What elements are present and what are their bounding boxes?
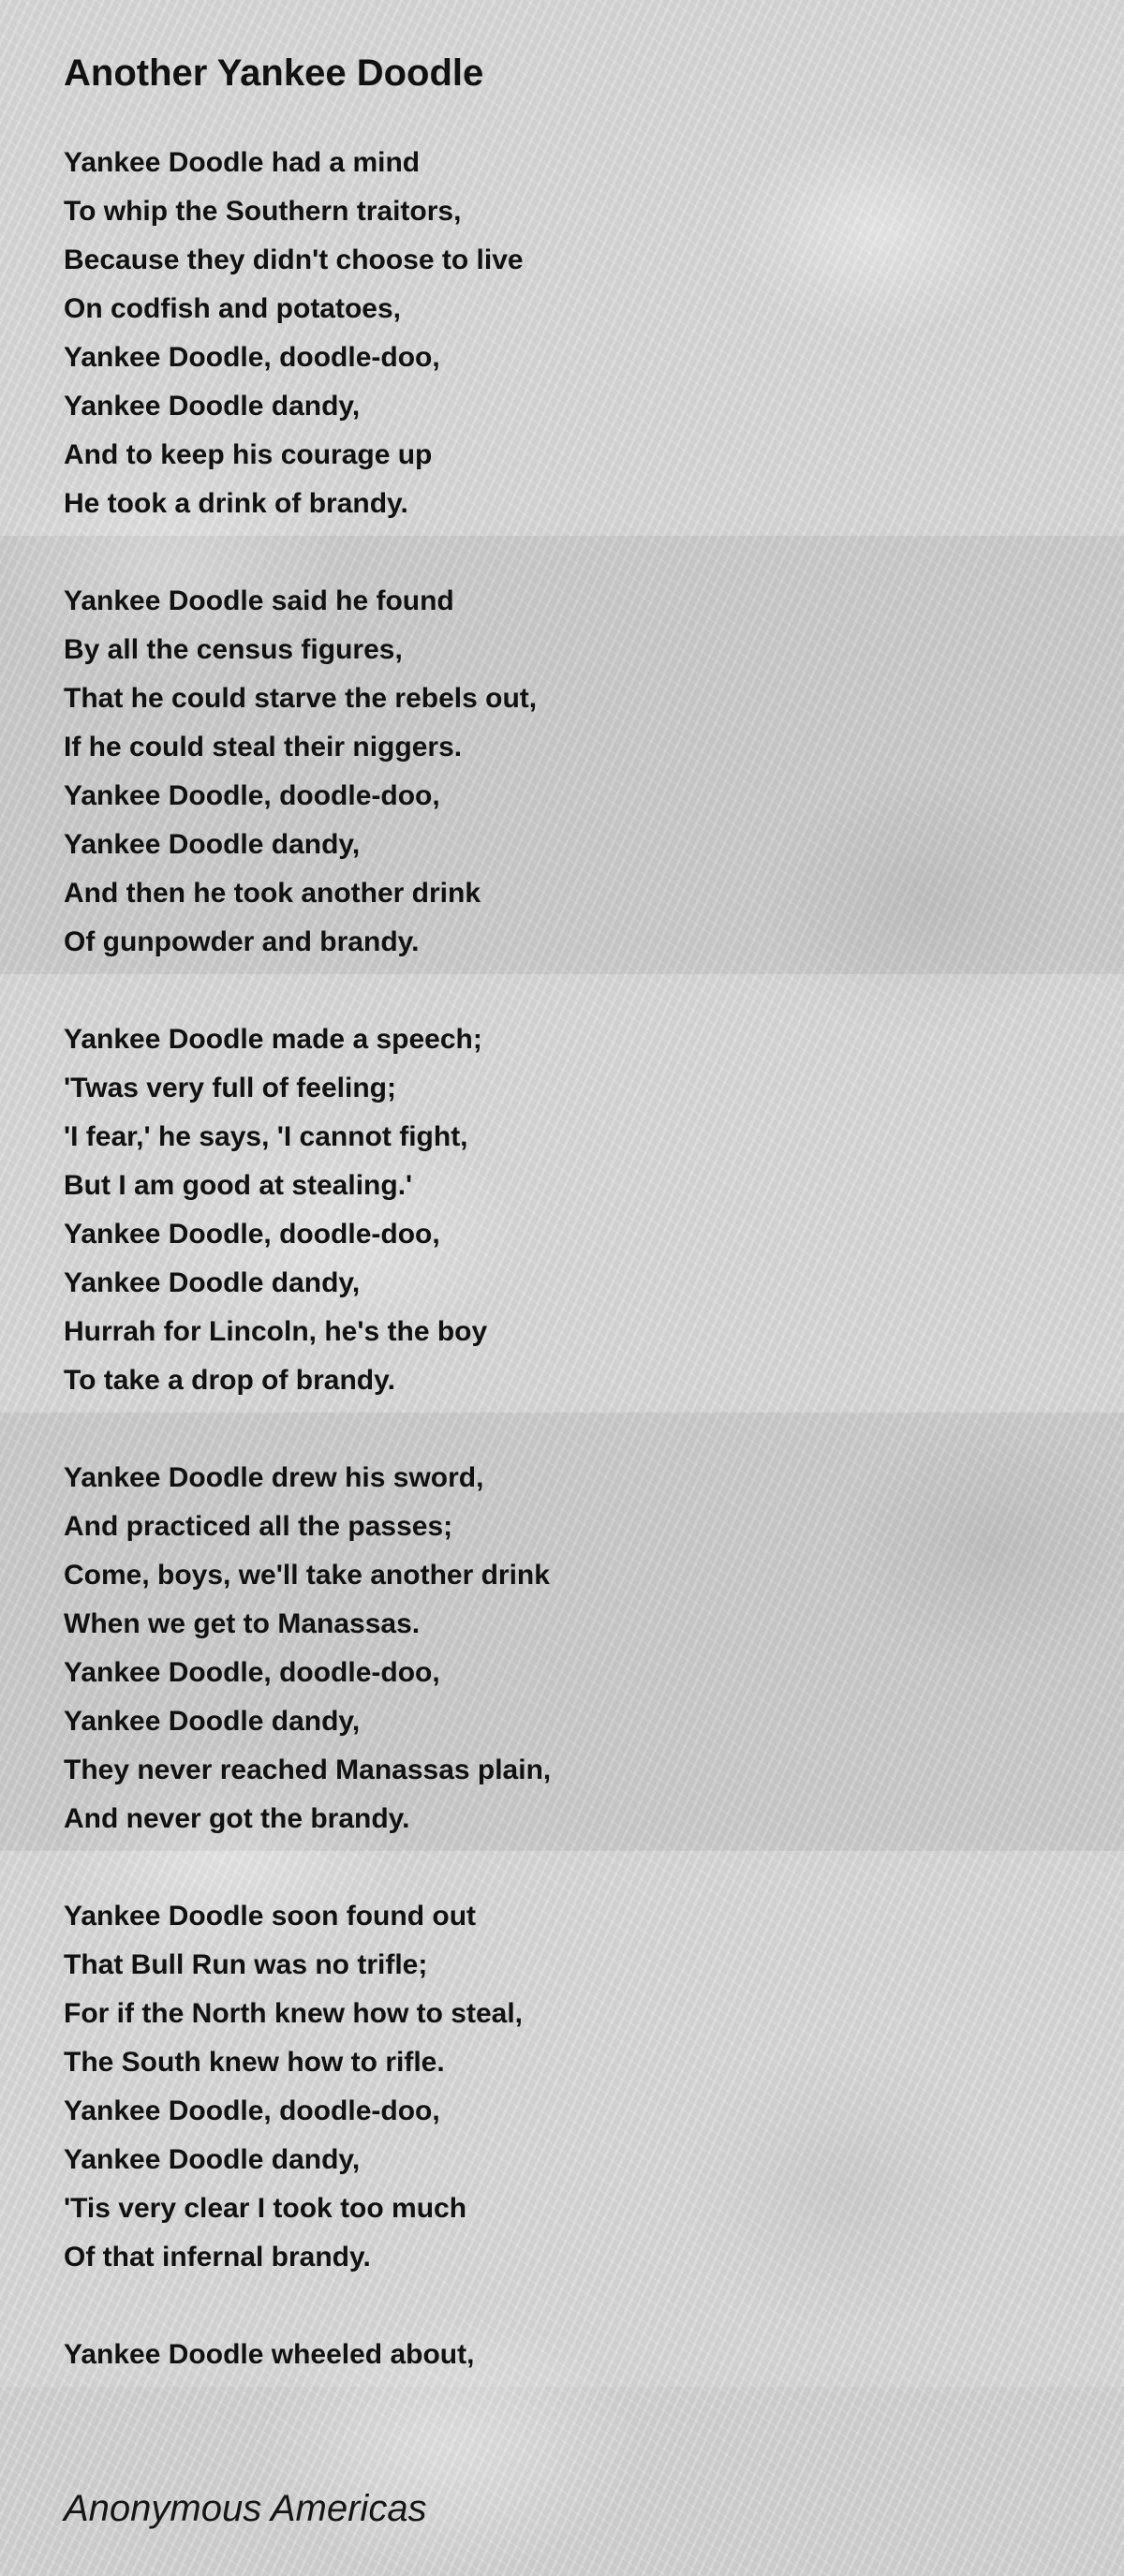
poem-line: Yankee Doodle drew his sword, (64, 1462, 484, 1493)
poem-line: Yankee Doodle dandy, (64, 2144, 361, 2175)
poem-line: Of gunpowder and brandy. (64, 926, 420, 957)
poem-line: Yankee Doodle, doodle-doo, (64, 1657, 440, 1688)
poem-line: And then he took another drink (64, 878, 481, 909)
stanza (0, 1892, 1124, 2282)
poem-line: Yankee Doodle made a speech; (64, 1024, 482, 1055)
poem-line: But I am good at stealing.' (64, 1170, 413, 1201)
stanza (0, 1015, 1124, 1405)
poem-line: The South knew how to rifle. (64, 2047, 445, 2078)
poem-line: 'Tis very clear I took too much (64, 2193, 467, 2224)
poem-line: Yankee Doodle, doodle-doo, (64, 2095, 440, 2126)
poem-line: 'I fear,' he says, 'I cannot fight, (64, 1121, 468, 1152)
poem-line: And to keep his courage up (64, 439, 433, 470)
poem-line: Yankee Doodle said he found (64, 585, 454, 616)
poem-line: Yankee Doodle dandy, (64, 1267, 361, 1298)
poem-author: Anonymous Americas (64, 2488, 427, 2529)
poem-line: When we get to Manassas. (64, 1608, 421, 1639)
poem-line: Yankee Doodle dandy, (64, 391, 361, 422)
stanza (0, 139, 1124, 528)
poem-line: Yankee Doodle wheeled about, (64, 2339, 475, 2370)
stanza (0, 577, 1124, 967)
poem-line: He took a drink of brandy. (64, 488, 408, 519)
poem-line: Yankee Doodle, doodle-doo, (64, 1219, 440, 1250)
poem-line: Hurrah for Lincoln, he's the boy (64, 1316, 488, 1347)
poem-line: By all the census figures, (64, 634, 403, 665)
poem-line: That Bull Run was no trifle; (64, 1949, 428, 1980)
poem-line: To take a drop of brandy. (64, 1365, 395, 1396)
stanza (0, 1454, 1124, 1843)
poem-line: 'Twas very full of feeling; (64, 1073, 396, 1103)
poem-line: On codfish and potatoes, (64, 293, 402, 324)
poem-line: To whip the Southern traitors, (64, 196, 462, 227)
stanza (0, 2331, 1124, 2379)
poem-line: Yankee Doodle had a mind (64, 147, 421, 178)
poem-line: Because they didn't choose to live (64, 244, 524, 275)
poem-line: Yankee Doodle dandy, (64, 1706, 361, 1737)
poem-line: They never reached Manassas plain, (64, 1754, 552, 1785)
poem-line: Yankee Doodle, doodle-doo, (64, 342, 440, 373)
poem-line: For if the North knew how to steal, (64, 1998, 524, 2029)
poem-line: Yankee Doodle, doodle-doo, (64, 780, 440, 811)
poem-line: And never got the brandy. (64, 1803, 410, 1834)
poem-line: Come, boys, we'll take another drink (64, 1560, 550, 1591)
poem-line: And practiced all the passes; (64, 1511, 453, 1542)
poem-line: That he could starve the rebels out, (64, 683, 538, 714)
poem-line: Yankee Doodle dandy, (64, 829, 361, 860)
poem-line: Yankee Doodle soon found out (64, 1901, 477, 1932)
poem-line: Of that infernal brandy. (64, 2242, 371, 2273)
poem-line: If he could steal their niggers. (64, 732, 463, 762)
poem-title: Another Yankee Doodle (64, 52, 484, 94)
